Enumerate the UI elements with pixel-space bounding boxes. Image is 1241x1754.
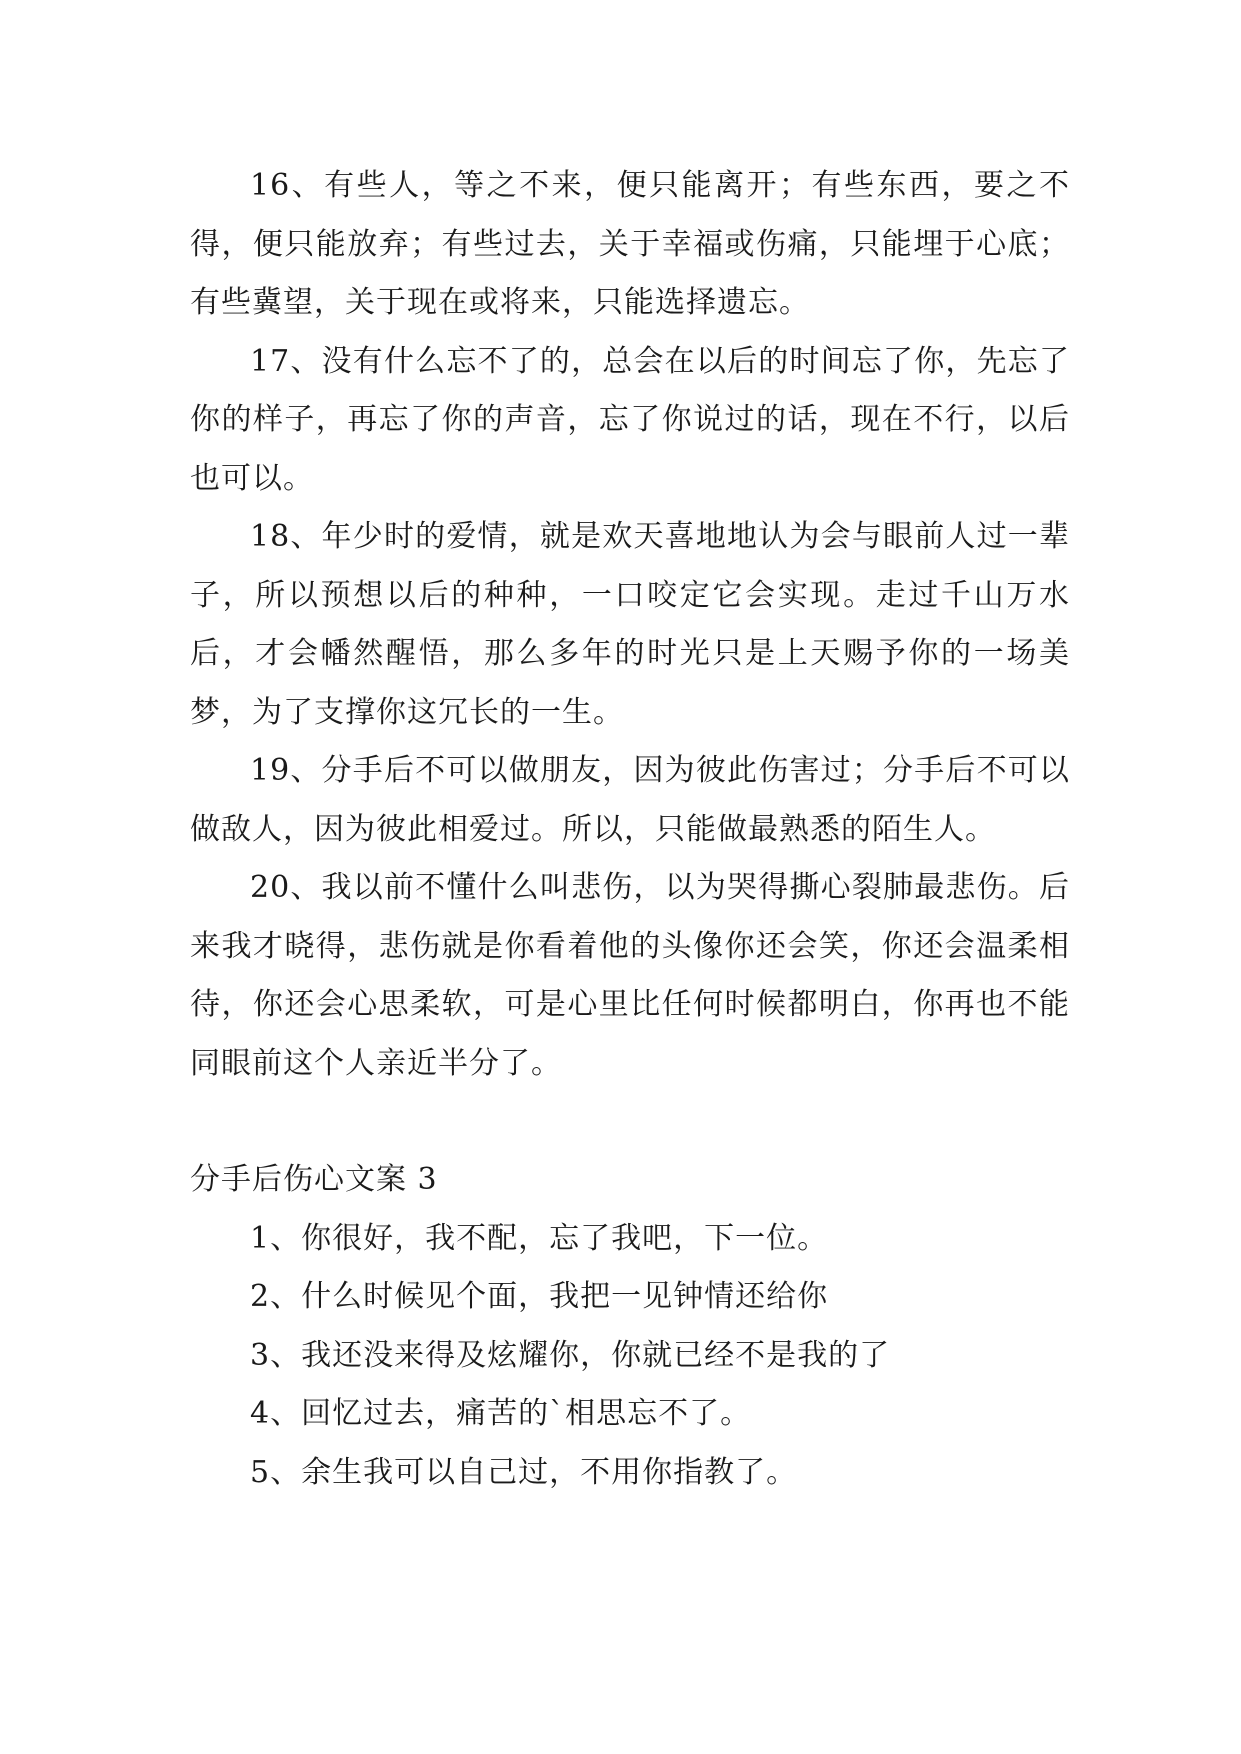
document-body: [190, 157, 1070, 1502]
list-item-4: 4、回忆过去，痛苦的`相思忘不了。: [250, 1396, 752, 1431]
paragraph-19: 19、分手后不可以做朋友，因为彼此伤害过；分手后不可以做敌人，因为彼此相爱过。所以，只能做最熟悉的陌生人。: [190, 753, 1070, 847]
list-item-1: 1、你很好，我不配，忘了我吧，下一位。: [250, 1220, 829, 1256]
list-item-3: 3、我还没来得及炫耀你，你就已经不是我的了: [250, 1337, 891, 1373]
paragraph-18: 18、年少时的爱情，就是欢天喜地地认为会与眼前人过一辈子，所以预想以后的种种，一口咬定它会实现。走过千山万水后，才会幡然醒悟，那么多年的时光只是上天赐予你的一场美梦，为了支撑你这冗长的一生。: [190, 519, 1070, 730]
list-item-2: 2、什么时候见个面，我把一见钟情还给你: [250, 1279, 829, 1314]
list-item-5: 5、余生我可以自己过，不用你指教了。: [250, 1454, 798, 1490]
paragraph-17: 17、没有什么忘不了的，总会在以后的时间忘了你，先忘了你的样子，再忘了你的声音，忘了你说过的话，现在不行，以后也可以。: [190, 343, 1070, 496]
section-title: 分手后伤心文案 3: [190, 1162, 438, 1197]
paragraph-16: 16、有些人，等之不来，便只能离开；有些东西，要之不得，便只能放弃；有些过去，关于幸福或伤痛，只能埋于心底；有些冀望，关于现在或将来，只能选择遗忘。: [190, 168, 1070, 320]
paragraph-20: 20、我以前不懂什么叫悲伤，以为哭得撕心裂肺最悲伤。后来我才晓得，悲伤就是你看着他的头像你还会笑，你还会温柔相待，你还会心思柔软，可是心里比任何时候都明白，你再也不能同眼前这个人亲近半分了。: [190, 870, 1070, 1081]
